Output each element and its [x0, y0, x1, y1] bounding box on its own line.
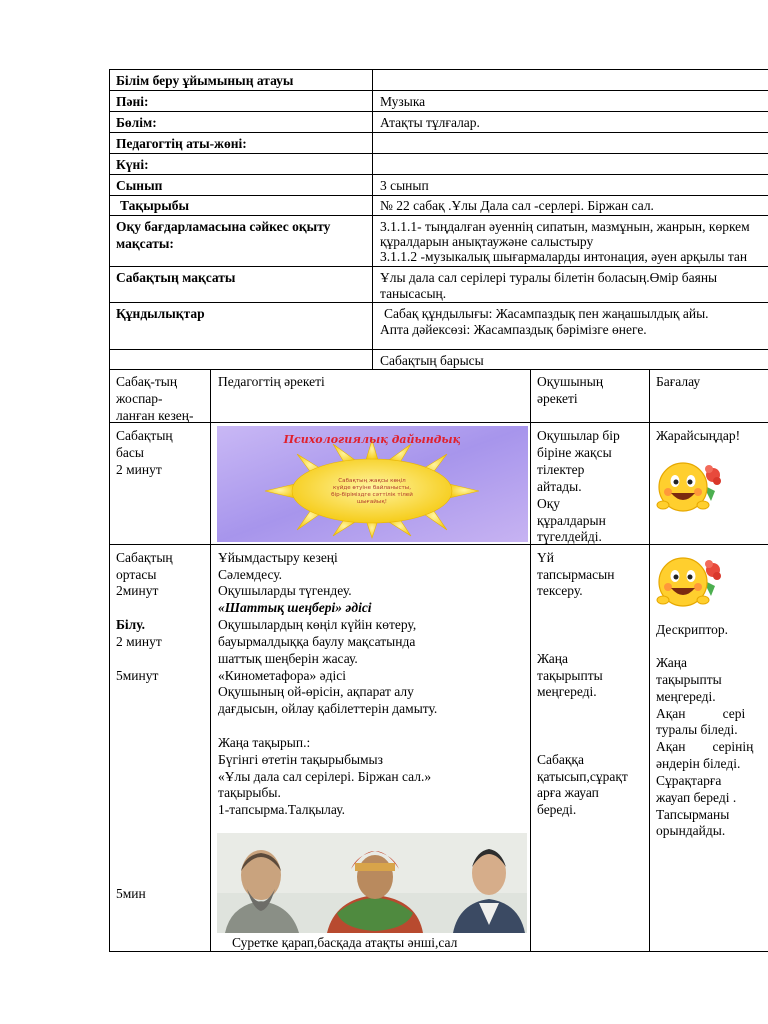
row1-student-line4: айтады. [537, 479, 582, 494]
banner-title: Психологиялық дайындық [283, 433, 461, 446]
progress-label: Сабақтың барысы [380, 353, 484, 368]
row1-stage-line3: 2 минут [116, 462, 162, 477]
row2-teacher-line4: «Шаттық шеңбері» әдісі [218, 600, 372, 615]
goals-label-line1: Оқу бағдарламасына сәйкес оқыту [116, 219, 331, 234]
row2-teacher-line3: Оқушыларды түгендеу. [218, 583, 352, 598]
row2-teacher-line16: Суретке қарап,басқада атақты әнші,сал [232, 935, 458, 950]
lesson-goal-line1: Ұлы дала сал серілері туралы білетін боласың.Өмір баяны [380, 270, 718, 285]
head-stage-line3: ланған кезең- [116, 408, 194, 423]
topic-label: Тақырыбы [120, 198, 190, 213]
row2-assess-line12: орындайды. [656, 823, 726, 838]
row2-teacher-line13: «Ұлы дала сал серілері. Біржан сал.» [218, 769, 432, 784]
head-stage-line2: жоспар- [116, 391, 163, 406]
head-student-line2: әрекеті [537, 391, 578, 406]
date-label: Күні: [116, 157, 149, 172]
row2-stage-line1: Сабақтың [116, 550, 173, 565]
head-teacher: Педагогтің әрекеті [218, 374, 325, 389]
row2-assess-line7: Ақан серінің [656, 739, 754, 754]
row2-student-line8: қатысып,сұрақт [537, 769, 628, 784]
row1-student-line3: тілектер [537, 462, 585, 477]
banner-sun-line1: Сабақтың жақсы көңіл [338, 478, 406, 484]
row1-student-line6: құралдарын [537, 513, 606, 528]
topic-value: № 22 сабақ .Ұлы Дала сал -серлері. Біржан сал. [380, 198, 654, 213]
row1-stage-line1: Сабақтың [116, 428, 173, 443]
head-student-line1: Оқушының [537, 374, 604, 389]
row2-student-line6: меңгереді. [537, 684, 597, 699]
row2-assess-line11: Тапсырманы [656, 807, 730, 822]
row1-assess: Жарайсыңдар! [656, 428, 741, 443]
values-line1: Сабақ құндылығы: Жасампаздық пен жаңашылдық айы. [384, 306, 709, 321]
row-divider [109, 422, 768, 423]
row1-student-line2: біріне жақсы [537, 445, 612, 460]
row2-student-line2: тапсырмасын [537, 567, 615, 582]
row2-teacher-line5: Оқушылардың көңіл күйін көтеру, [218, 617, 417, 632]
class-label: Сынып [116, 178, 163, 193]
row2-teacher-line8: «Кинометафора» әдісі [218, 668, 347, 683]
section-label: Бөлім: [116, 115, 157, 130]
row2-assess-line10: жауап береді . [656, 790, 737, 805]
row2-assess-line3: тақырыпты [656, 672, 722, 687]
row2-student-line7: Сабаққа [537, 752, 584, 767]
row2-student-line4: Жаңа [537, 651, 568, 666]
row2-student-line3: тексеру. [537, 583, 583, 598]
row1-stage-line2: басы [116, 445, 144, 460]
row2-assess-line6: туралы біледі. [656, 722, 738, 737]
row-divider [109, 349, 768, 350]
table-border-left [109, 69, 110, 369]
smiley-with-flowers-icon [653, 550, 723, 612]
values-label: Құндылықтар [116, 306, 205, 321]
row2-assess-line1: Дескриптор. [656, 622, 729, 637]
class-value: 3 сынып [380, 178, 429, 193]
goals-label-line2: мақсаты: [116, 236, 174, 251]
row-divider [109, 111, 768, 112]
row-divider [109, 90, 768, 91]
row2-teacher-line12: Бүгінгі өтетін тақырыбымыз [218, 752, 383, 767]
row-divider [109, 174, 768, 175]
smiley-with-flowers-icon [653, 455, 723, 517]
row2-teacher-line14: тақырыбы. [218, 785, 281, 800]
lesson-goal-label: Сабақтың мақсаты [116, 270, 236, 285]
head-assess: Бағалау [656, 374, 701, 389]
row-divider [109, 153, 768, 154]
table-border-bottom [109, 951, 768, 952]
column-divider [372, 69, 373, 369]
teacher-label: Педагогтің аты-жөні: [116, 136, 247, 151]
subject-label: Пәні: [116, 94, 149, 109]
table-border-top [109, 69, 768, 70]
row2-student-line9: арға жауап [537, 785, 599, 800]
row-divider [109, 369, 768, 370]
row2-student-line10: береді. [537, 802, 577, 817]
row2-stage-line5: 2 минут [116, 634, 162, 649]
psychological-readiness-banner [217, 426, 528, 542]
goals-value-line3: 3.1.1.2 -музыкалық шығармаларды интонация, әуен арқылы тан [380, 249, 748, 264]
row2-assess-line4: меңгереді. [656, 689, 716, 704]
row2-teacher-line15: 1-тапсырма.Талқылау. [218, 802, 345, 817]
row2-teacher-line6: бауырмалдыққа баулу мақсатында [218, 634, 416, 649]
banner-sun-line4: шығайық! [357, 499, 387, 505]
row2-stage-line4: Білу. [116, 617, 146, 632]
goals-value-line1: 3.1.1.1- тыңдалған әуеннің сипатын, мазмұнын, жанрын, көркем [380, 219, 750, 234]
column-divider [210, 369, 211, 952]
row2-assess-line5: Ақан сері [656, 706, 746, 721]
row1-student-line7: түгелдейді. [537, 529, 602, 544]
row2-stage-line2: ортасы [116, 567, 157, 582]
row2-stage-line3: 2минут [116, 583, 159, 598]
row2-stage-line7: 5мин [116, 886, 146, 901]
column-divider [530, 369, 531, 952]
row2-teacher-line9: Оқушының ой-өрісін, ақпарат алу [218, 684, 414, 699]
table-border-left [109, 369, 110, 952]
column-divider [649, 369, 650, 952]
org-label: Білім беру ұйымының атауы [116, 73, 294, 88]
row2-stage-line6: 5минут [116, 668, 159, 683]
row2-assess-line8: әндерін біледі. [656, 756, 741, 771]
goals-value-line2: құралдарын анықтаужәне салыстыру [380, 234, 594, 249]
head-stage-line1: Сабақ-тың [116, 374, 178, 389]
row-divider [109, 195, 768, 196]
famous-singers-portraits-image [217, 833, 527, 933]
row-divider [109, 266, 768, 267]
row2-teacher-line2: Сәлемдесу. [218, 567, 283, 582]
row2-teacher-line7: шаттық шеңберін жасау. [218, 651, 358, 666]
row-divider [109, 132, 768, 133]
row2-assess-line9: Сұрақтарға [656, 773, 722, 788]
values-line2: Апта дәйексөзі: Жасампаздық бәрімізге өнеге. [380, 322, 647, 337]
row2-student-line5: тақырыпты [537, 668, 603, 683]
row2-assess-line2: Жаңа [656, 655, 687, 670]
banner-sun-line3: бір-біріміздге сәттілік тілей [331, 492, 413, 498]
section-value: Атақты тұлғалар. [380, 115, 480, 130]
row1-student-line1: Оқушылар бір [537, 428, 620, 443]
row-divider [109, 215, 768, 216]
banner-sun-line2: күйде өтуіне байланысты, [333, 485, 411, 491]
lesson-goal-line2: танысасың. [380, 286, 447, 301]
row2-student-line1: Үй [537, 550, 554, 565]
row-divider [109, 544, 768, 545]
row1-student-line5: Оқу [537, 496, 561, 511]
row2-teacher-line1: Ұйымдастыру кезеңі [218, 550, 338, 565]
row2-teacher-line11: Жаңа тақырып.: [218, 735, 311, 750]
row2-teacher-line10: дағдысын, ойлау қабілеттерін дамыту. [218, 701, 438, 716]
subject-value: Музыка [380, 94, 426, 109]
row-divider [109, 302, 768, 303]
